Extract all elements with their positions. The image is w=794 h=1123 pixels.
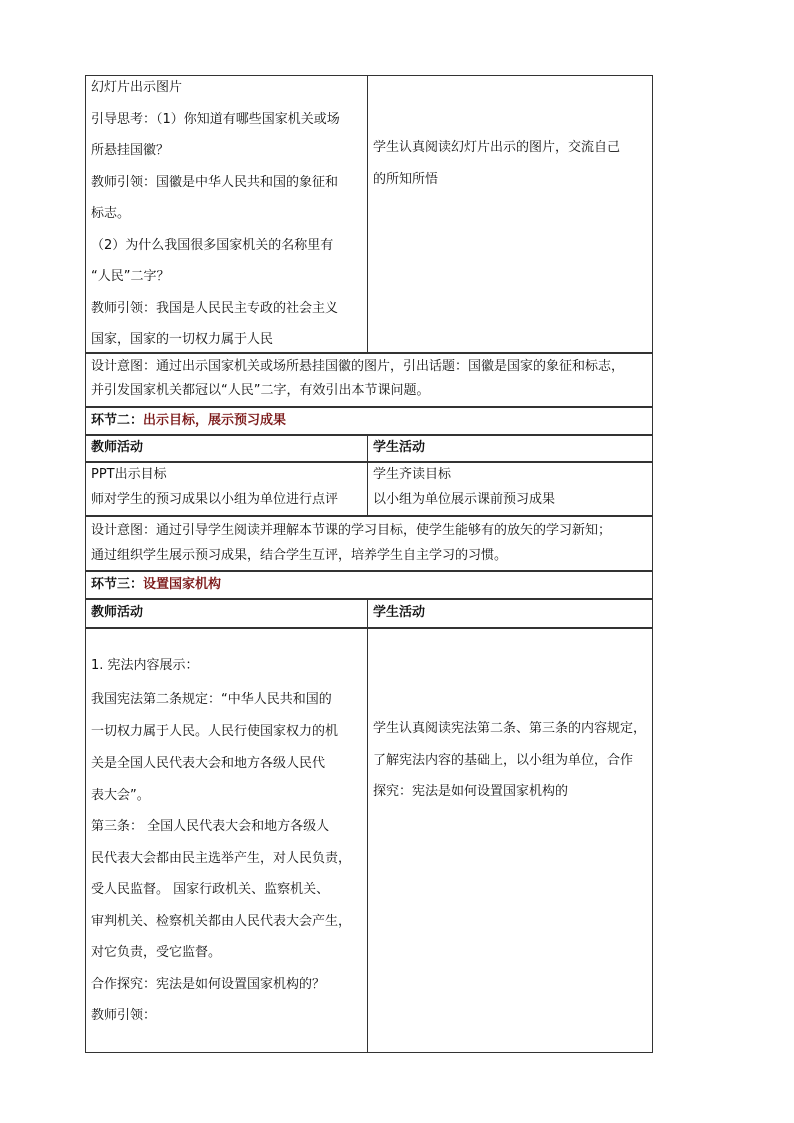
section-row-2 — [85, 407, 653, 435]
text-line: 设计意图：通过引导学生阅读并理解本节课的学习目标，使学生能够有的放矢的学习新知； — [91, 523, 612, 538]
section-prefix: 环节二： — [91, 413, 144, 428]
section-prefix: 环节三： — [91, 577, 144, 592]
section-title — [91, 412, 286, 430]
text-line: 并引发国家机关都冠以“人民”二字，有效引出本节课问题。 — [91, 383, 430, 398]
text-line: 受人民监督。 国家行政机关、监察机关、 — [91, 882, 330, 897]
teacher-header: 教师活动 — [91, 605, 144, 620]
student-header: 学生活动 — [373, 440, 426, 455]
text-line: 学生认真阅读宪法第二条、第三条的内容规定， — [373, 721, 647, 736]
text-line: 1. 宪法内容展示： — [91, 658, 199, 673]
activity-row-3 — [85, 628, 653, 1053]
text-line: 合作探究：宪法是如何设置国家机构的？ — [91, 977, 326, 992]
text-line: 关是全国人民代表大会和地方各级人民代 — [91, 756, 326, 771]
design-intent-cell — [85, 516, 653, 571]
text-line: 了解宪法内容的基础上，以小组为单位，合作 — [373, 753, 634, 768]
student-activity-cell — [367, 462, 653, 516]
text-line: 审判机关、检察机关都由人民代表大会产生， — [91, 914, 352, 929]
section-name: 设置国家机构 — [143, 577, 222, 592]
teacher-activity-cell — [85, 628, 368, 1053]
teacher-header: 教师活动 — [91, 440, 144, 455]
text-line: 师对学生的预习成果以小组为单位进行点评 — [91, 492, 339, 507]
text-line: 国家，国家的一切权力属于人民 — [91, 332, 274, 347]
text-line: 所悬挂国徽？ — [91, 143, 170, 158]
teacher-activity-cell — [85, 462, 368, 516]
text-line: 一切权力属于人民。人民行使国家权力的机 — [91, 724, 339, 739]
text-line: 设计意图：通过出示国家机关或场所悬挂国徽的图片，引出话题：国徽是国家的象征和标志， — [91, 359, 625, 374]
student-header: 学生活动 — [373, 605, 426, 620]
teacher-activity-cell — [85, 75, 368, 353]
activity-row-2 — [85, 462, 653, 516]
header-row-3 — [85, 599, 653, 628]
student-header-cell — [367, 599, 653, 628]
text-line: PPT出示目标 — [91, 467, 167, 482]
section-title-cell — [85, 571, 653, 599]
text-line: 教师引领：国徽是中华人民共和国的象征和 — [91, 175, 339, 190]
text-line: 通过组织学生展示预习成果，结合学生互评，培养学生自主学习的习惯。 — [91, 548, 508, 563]
activity-row-1 — [85, 75, 653, 353]
header-row-2 — [85, 435, 653, 462]
text-line: 探究：宪法是如何设置国家机构的 — [373, 784, 569, 799]
design-intent-row-2 — [85, 516, 653, 571]
text-line: 的所知所悟 — [373, 172, 439, 187]
text-line: 学生齐读目标 — [373, 467, 452, 482]
text-line: 我国宪法第二条规定：“中华人民共和国的 — [91, 692, 332, 707]
design-intent-row-1 — [85, 353, 653, 407]
text-line: 教师引领： — [91, 1008, 157, 1023]
section-title — [91, 576, 221, 594]
section-title-cell — [85, 407, 653, 435]
text-line: （2）为什么我国很多国家机关的名称里有 — [91, 238, 334, 253]
text-line: 表大会”。 — [91, 788, 150, 803]
student-activity-cell — [367, 75, 653, 353]
text-line: 民代表大会都由民主选举产生，对人民负责， — [91, 851, 352, 866]
text-line: 第三条： 全国人民代表大会和地方各级人 — [91, 819, 330, 834]
design-intent-cell — [85, 353, 653, 407]
student-header-cell — [367, 435, 653, 462]
text-line: 引导思考：（1）你知道有哪些国家机关或场 — [91, 112, 340, 127]
section-name: 出示目标，展示预习成果 — [143, 413, 287, 428]
student-activity-cell — [367, 628, 653, 1053]
section-row-3 — [85, 571, 653, 599]
text-line: 幻灯片出示图片 — [91, 80, 183, 95]
text-line: 教师引领：我国是人民民主专政的社会主义 — [91, 301, 339, 316]
teacher-header-cell — [85, 435, 368, 462]
text-line: 以小组为单位展示课前预习成果 — [373, 492, 556, 507]
text-line: 标志。 — [91, 206, 131, 221]
text-line: 对它负责，受它监督。 — [91, 945, 222, 960]
teacher-header-cell — [85, 599, 368, 628]
text-line: 学生认真阅读幻灯片出示的图片，交流自己 — [373, 140, 621, 155]
text-line: “人民”二字？ — [91, 269, 170, 284]
